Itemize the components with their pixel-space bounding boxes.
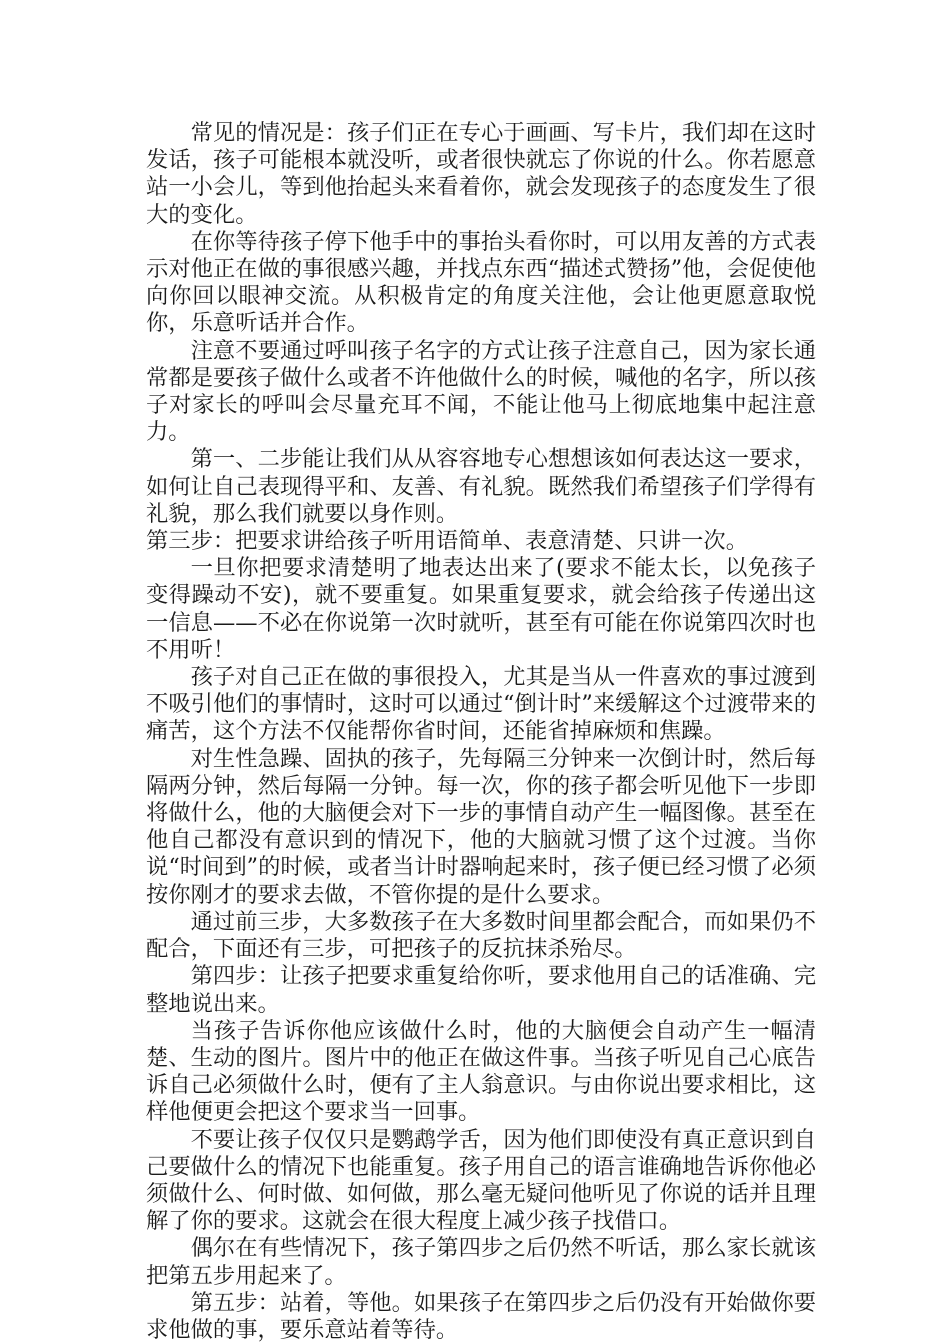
step-four-paragraph: 第四步：让孩子把要求重复给你听，要求他用自己的话准确、完整地说出来。 bbox=[146, 963, 816, 1017]
paragraph-4: 第一、二步能让我们从从容容地专心想想该如何表达这一要求，如何让自己表现得平和、友善、有礼貌。既然我们希望孩子们学得有礼貌，那么我们就要以身作则。 bbox=[146, 446, 816, 527]
paragraph-1: 常见的情况是：孩子们正在专心于画画、写卡片，我们却在这时发话，孩子可能根本就没听，或者很快就忘了你说的什么。你若愿意站一小会儿，等到他抬起头来看着你，就会发现孩子的态度发生了很大的变化。 bbox=[146, 120, 816, 228]
paragraph-13: 偶尔在有些情况下，孩子第四步之后仍然不听话，那么家长就该把第五步用起来了。 bbox=[146, 1235, 816, 1289]
paragraph-12: 不要让孩子仅仅只是鹦鹉学舌，因为他们即使没有真正意识到自己要做什么的情况下也能重复。孩子用自己的语言谁确地告诉你他必须做什么、何时做、如何做，那么毫无疑问他听见了你说的话并且理解了你的要求。这就会在很大程度上减少孩子找借口。 bbox=[146, 1126, 816, 1235]
paragraph-9: 通过前三步，大多数孩子在大多数时间里都会配合，而如果仍不配合，下面还有三步，可把孩子的反抗抹杀殆尽。 bbox=[146, 908, 816, 963]
paragraph-8: 对生性急躁、固执的孩子，先每隔三分钟来一次倒计时，然后每隔两分钟，然后每隔一分钟。每一次，你的孩子都会听见他下一步即将做什么，他的大脑便会对下一步的事情自动产生一幅图像。甚至在他自己都没有意识到的情况下，他的大脑就习惯了这个过渡。当你说“时间到”的时候，或者当计时器响起来时，孩子便已经习惯了必须按你刚才的要求去做，不管你提的是什么要求。 bbox=[146, 745, 816, 908]
step-three-heading: 第三步：把要求讲给孩子听用语简单、表意清楚、只讲一次。 bbox=[146, 528, 749, 555]
document-body bbox=[146, 120, 816, 1344]
paragraph-11: 当孩子告诉你他应该做什么时，他的大脑便会自动产生一幅清楚、生动的图片。图片中的他正在做这件事。当孩子听见自己心底告诉自己必须做什么时，便有了主人翁意识。与由你说出要求相比，这样他便更会把这个要求当一回事。 bbox=[146, 1017, 816, 1126]
step-five-paragraph: 第五步：站着，等他。如果孩子在第四步之后仍没有开始做你要求他做的事，要乐意站着等待。 bbox=[146, 1289, 816, 1343]
paragraph-6: 一旦你把要求清楚明了地表达出来了(要求不能太长，以免孩子变得躁动不安)，就不要重复。如果重复要求，就会给孩子传递出这一信息——不必在你说第一次时就听，甚至有可能在你说第四次时也不用听！ bbox=[146, 555, 816, 663]
paragraph-2: 在你等待孩子停下他手中的事抬头看你时，可以用友善的方式表示对他正在做的事很感兴趣，并找点东西“描述式赞扬”他，会促使他向你回以眼神交流。从积极肯定的角度关注他，会让他更愿意取悦你，乐意听话并合作。 bbox=[146, 228, 816, 337]
paragraph-3: 注意不要通过呼叫孩子名字的方式让孩子注意自己，因为家长通常都是要孩子做什么或者不许他做什么的时候，喊他的名字，所以孩子对家长的呼叫会尽量充耳不闻，不能让他马上彻底地集中起注意力。 bbox=[146, 337, 816, 446]
paragraph-7: 孩子对自己正在做的事很投入，尤其是当从一件喜欢的事过渡到不吸引他们的事情时，这时可以通过“倒计时”来缓解这个过渡带来的痛苦，这个方法不仅能帮你省时间，还能省掉麻烦和焦躁。 bbox=[146, 664, 816, 745]
